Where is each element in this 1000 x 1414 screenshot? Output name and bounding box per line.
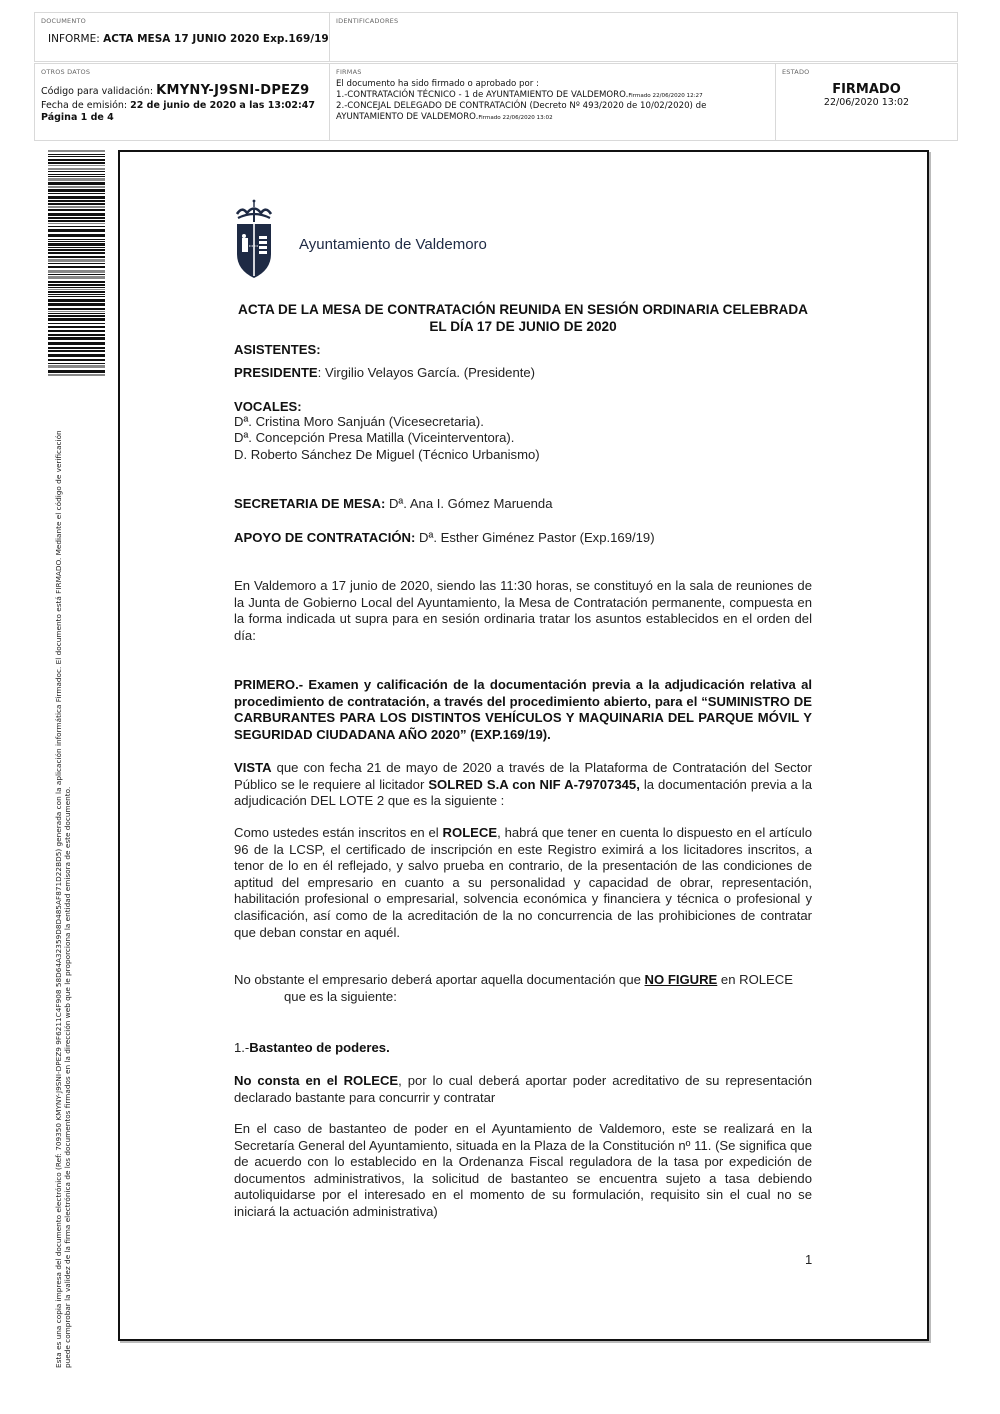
barcode-bar [48, 359, 105, 361]
verification-note-line: Esta es una copia impresa del documento electrónico (Ref: 709350 KMYNY-J9SNI-DPEZ9 9F6211C4F908 58D64A32359D8D485AF871D22BD5) generada con la aplicación informática Firmadoc. El documento está FIRMADO. Mediante el código de verificación [54, 430, 63, 1368]
otros-datos-label: OTROS DATOS [41, 68, 91, 76]
barcode-bar [48, 252, 105, 254]
barcode-bar [48, 223, 105, 224]
vista-paragraph [234, 760, 812, 810]
presidente-label: PRESIDENTE [234, 365, 318, 380]
apoyo-row [234, 530, 812, 547]
barcode-bar [48, 176, 105, 177]
barcode-bar [48, 365, 105, 368]
vista-text: la documentación previa a la adjudicación DEL LOTE 2 que es la siguiente : [234, 776, 812, 809]
header-row-document [34, 12, 958, 62]
firmas-cell [329, 64, 775, 140]
barcode-bar [48, 308, 105, 310]
barcode-bar [48, 162, 105, 164]
barcode-bar [48, 174, 105, 175]
barcode-bar [48, 303, 105, 306]
page-count: Página 1 de 4 [41, 112, 114, 123]
barcode-bar [48, 186, 105, 188]
identificadores-label: IDENTIFICADORES [336, 17, 399, 25]
noobstante-line2: que es la siguiente: [284, 988, 397, 1004]
barcode-bar [48, 239, 105, 240]
barcode-bar [48, 291, 105, 293]
validation-code-value[interactable]: KMYNY-J9SNI-DPEZ9 [156, 83, 310, 98]
organization-name: Ayuntamiento de Valdemoro [299, 236, 487, 253]
heading-line: EL DÍA 17 DE JUNIO DE 2020 [429, 319, 617, 334]
validation-code-label: Código para validación: [41, 86, 157, 97]
barcode-bar [48, 296, 105, 297]
barcode-bar [48, 350, 105, 352]
rolece-term: ROLECE [442, 825, 498, 840]
barcode-bar [48, 287, 105, 288]
primero-heading: PRIMERO.- Examen y calificación de la documentación previa a la adjudicación relativa al procedimiento de contratación, a través del procedimiento abierto, para el “SUMINISTRO DE CARBURANTES PARA LOS DISTINTOS VEHÍCULOS Y MAQUINARIA DEL PARQUE MÓVIL Y SEGURIDAD CIUDADANA AÑO 2020” [234, 677, 812, 742]
barcode-bar [48, 256, 105, 258]
barcode-bar [48, 234, 105, 237]
verification-note [54, 388, 72, 1368]
signatures-intro: El documento ha sido firmado o aprobado por : [336, 79, 539, 89]
vista-text: que con fecha 21 de mayo de 2020 a través de la Plataforma de Contratación del Sector Público se le requiere al licitador [234, 760, 812, 792]
barcode-bar [48, 311, 105, 312]
verification-note-line: puede comprobar la validez de la firma electrónica de los documentos firmados en la dirección web que le proporciona la entidad emisora de este documento. [63, 786, 72, 1368]
barcode-bar [48, 249, 105, 251]
secretaria-value: Dª. Ana I. Gómez Maruenda [385, 496, 553, 511]
barcode [48, 150, 105, 375]
barcode-bar [48, 150, 105, 152]
signature-entry [336, 101, 769, 123]
validation-code [41, 83, 309, 98]
barcode-bar [48, 276, 105, 279]
issue-date [41, 100, 315, 111]
noconsta-paragraph [234, 1073, 812, 1106]
vista-label: VISTA [234, 760, 272, 775]
estado-label: ESTADO [782, 68, 810, 76]
valdemoro-crest-icon [234, 198, 274, 280]
apoyo-label: APOYO DE CONTRATACIÓN: [234, 530, 416, 545]
barcode-bar [48, 337, 105, 340]
barcode-bar [48, 330, 105, 332]
header-row-details [34, 63, 958, 141]
barcode-bar [48, 342, 105, 345]
vocal-item: D. Roberto Sánchez De Miguel (Técnico Urbanismo) [234, 446, 540, 462]
barcode-bar [48, 220, 105, 222]
page-number: 1 [805, 1252, 813, 1267]
vocal-item: Dª. Concepción Presa Matilla (Viceinterventora). [234, 430, 515, 446]
barcode-bar [48, 326, 105, 328]
barcode-bar [48, 374, 105, 376]
barcode-bar [48, 159, 105, 161]
barcode-bar [48, 323, 105, 324]
issue-date-label: Fecha de emisión: [41, 100, 131, 111]
document-title [48, 33, 329, 45]
barcode-bar [48, 200, 105, 202]
rolece-text: , habrá que tener en cuenta lo dispuesto en el artículo 96 de la LCSP, el certificado de inscripción en este Registro eximirá a los licitadores inscritos, a tenor de lo en él reflejado, y salvo prueba en contrario, de la presentación de las condiciones de aptitud del empresario en cuanto a su personalidad y capacidad de obrar, representación, habilitación profesional o empresarial, solvencia económica y financiera y técnica o profesional y clasificación, así como de la acreditación de la no concurrencia de las prohibiciones de contratar que deban constar en aquél. [234, 825, 812, 940]
barcode-bar [48, 266, 105, 268]
vocales-heading: VOCALES: [234, 399, 302, 414]
signature-date: Firmado 22/06/2020 12:27 [628, 92, 703, 99]
item-1-heading [234, 1040, 812, 1057]
barcode-bar [48, 318, 105, 321]
documento-cell [35, 13, 329, 61]
barcode-bar [48, 226, 105, 227]
item-number: 1.- [234, 1040, 250, 1055]
bidder-name: SOLRED S.A con NIF A-79707345, [428, 776, 640, 792]
barcode-bar [48, 168, 105, 170]
barcode-bar [48, 284, 105, 286]
barcode-bar [48, 217, 105, 219]
barcode-bar [48, 182, 105, 185]
signatures-list [336, 79, 769, 123]
bastanteo-paragraph: En el caso de bastanteo de poder en el Ayuntamiento de Valdemoro, este se realizará en la Secretaría General del Ayuntamiento, situada en la Plaza de la Constitución nº 11. (Se significa que de acuerdo con lo establecido en la Ordenanza Fiscal reguladora de la tasa por expedición de documentos administrativos, la solicitud de bastanteo se encuentra sujeto a tasa debiendo autoliquidarse por el interesado en el momento de su formulación, requisito sin el cual no se iniciará la actuación administrativa) [234, 1121, 812, 1219]
barcode-bar [48, 171, 105, 172]
secretaria-label: SECRETARIA DE MESA: [234, 496, 386, 511]
issue-date-value: 22 de junio de 2020 a las 13:02:47 [130, 100, 316, 111]
barcode-bar [48, 247, 105, 248]
barcode-bar [48, 315, 105, 317]
primero-paragraph [234, 677, 812, 743]
barcode-bar [48, 270, 105, 273]
heading-line: ACTA DE LA MESA DE CONTRATACIÓN REUNIDA EN SESIÓN ORDINARIA CELEBRADA [238, 302, 808, 317]
barcode-bar [48, 178, 105, 181]
firmas-label: FIRMAS [336, 68, 362, 76]
status-date: 22/06/2020 13:02 [823, 97, 910, 108]
asistentes-heading: ASISTENTES: [234, 342, 321, 357]
status-badge: FIRMADO [832, 82, 901, 97]
barcode-bar [48, 206, 105, 208]
document-title-value: ACTA MESA 17 JUNIO 2020 Exp.169/19 [103, 33, 329, 45]
barcode-bar [48, 263, 105, 264]
rolece-paragraph [234, 825, 812, 941]
barcode-bar [48, 213, 105, 216]
barcode-bar [48, 241, 105, 242]
rolece-text: Como ustedes están inscritos en el [234, 825, 443, 840]
noobstante-text: No obstante el empresario deberá aportar aquella documentación que [234, 972, 645, 987]
barcode-bar [48, 299, 105, 302]
item-title: Bastanteo de poderes. [249, 1040, 390, 1055]
barcode-bar [48, 354, 105, 357]
signer-name: 2.-CONCEJAL DELEGADO DE CONTRATACIÓN (Decreto Nº 493/2020 de 10/02/2020) de AYUNTAMIENTO DE VALDEMORO. [336, 101, 707, 122]
noobstante-paragraph [234, 972, 812, 1005]
documento-label: DOCUMENTO [41, 17, 86, 25]
vocal-item: Dª. Cristina Moro Sanjuán (Vicesecretaria). [234, 414, 484, 429]
vocales-list [234, 414, 812, 463]
barcode-bar [48, 165, 105, 166]
barcode-bar [48, 243, 105, 246]
barcode-bar [48, 203, 105, 205]
barcode-bar [48, 229, 105, 232]
signature-date: Firmado 22/06/2020 13:02 [478, 114, 553, 121]
presidente-value: : Virgilio Velayos García. (Presidente) [317, 365, 536, 380]
barcode-bar [48, 363, 105, 364]
primero-exp: (EXP.169/19). [466, 726, 551, 742]
secretaria-row [234, 496, 812, 513]
noconsta-emphasis: No consta en el ROLECE [234, 1073, 399, 1088]
noobstante-text: en ROLECE [717, 972, 793, 987]
intro-paragraph: En Valdemoro a 17 junio de 2020, siendo las 11:30 horas, se constituyó en la sala de reuniones de la Junta de Gobierno Local del Ayuntamiento, la Mesa de Contratación permanente, compuesta en la forma indicada ut supra para en sesión ordinaria tratar los asuntos establecidos en el orden del día: [234, 578, 812, 643]
barcode-bar [48, 189, 105, 192]
noconsta-text: , por lo cual deberá aportar poder acreditativo de su representación declarado bastante para concurrir y contratar [234, 1073, 812, 1105]
barcode-bar [48, 193, 105, 194]
barcode-bar [48, 313, 105, 314]
barcode-bar [48, 347, 105, 349]
estado-cell [775, 64, 957, 140]
apoyo-value: Dª. Esther Giménez Pastor (Exp.169/19) [415, 530, 655, 545]
barcode-bar [48, 281, 105, 283]
barcode-bar [48, 289, 105, 290]
barcode-bar [48, 154, 105, 155]
document-heading [234, 301, 812, 335]
no-figure-emphasis: NO FIGURE [644, 972, 718, 987]
barcode-bar [48, 209, 105, 211]
barcode-bar [48, 334, 105, 336]
barcode-bar [48, 259, 105, 262]
barcode-bar [48, 156, 105, 157]
signer-name: 1.-CONTRATACIÓN TÉCNICO - 1 de AYUNTAMIENTO DE VALDEMORO. [336, 89, 629, 100]
barcode-bar [48, 196, 105, 199]
document-title-prefix: INFORME: [48, 33, 104, 45]
otros-datos-cell [35, 64, 329, 140]
presidente-row [234, 365, 812, 382]
barcode-bar [48, 370, 105, 373]
barcode-bar [48, 294, 105, 295]
barcode-bar [48, 274, 105, 275]
signature-entry [336, 90, 769, 102]
identificadores-cell [329, 13, 957, 61]
